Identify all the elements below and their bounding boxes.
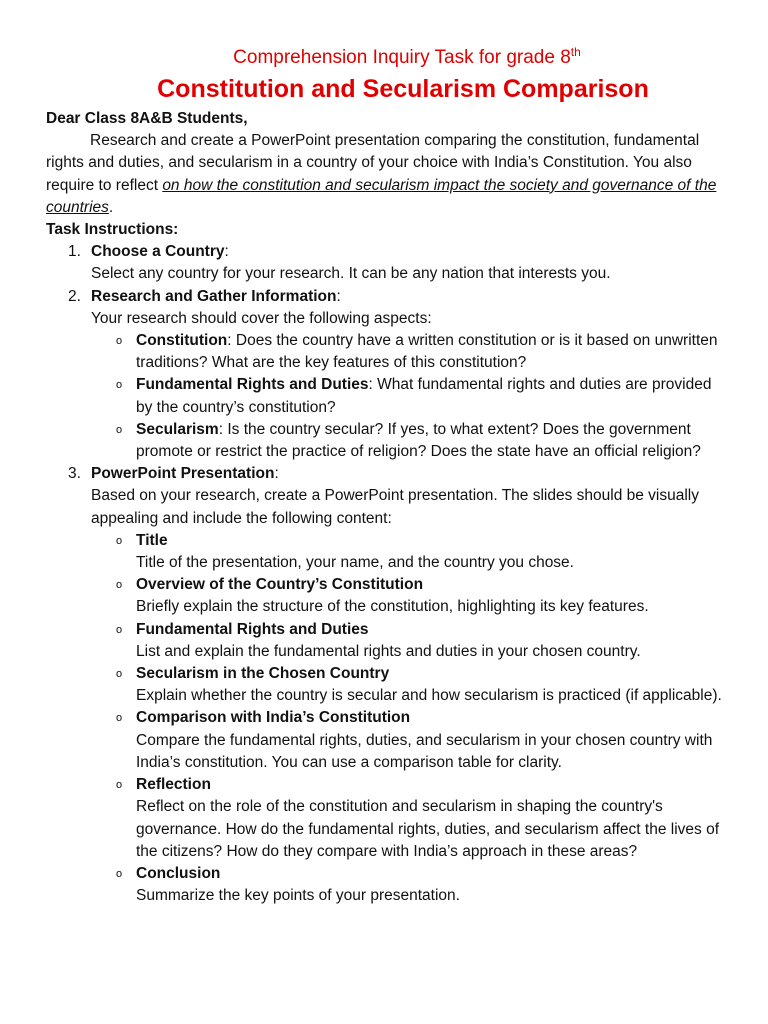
- bullet-icon: o: [116, 579, 123, 592]
- bullet-icon: o: [116, 623, 123, 636]
- item-number: 3.: [68, 465, 81, 483]
- bullet-icon: o: [116, 379, 123, 392]
- item-number: 1.: [68, 243, 81, 261]
- bullet-text: List and explain the fundamental rights and duties in your chosen country.: [136, 642, 641, 660]
- item-title: Research and Gather Information: [91, 287, 337, 305]
- sub-bullet: [46, 419, 728, 463]
- bullet-heading: Conclusion: [136, 864, 221, 882]
- bullet-text: Reflect on the role of the constitution and secularism in shaping the country's governance. How do the fundamental rights, duties, and secularism affect the lives of the citizens? How do they compare with India’s approach in these areas?: [136, 798, 720, 860]
- sub-bullet: [46, 774, 728, 863]
- instruction-item-2: [46, 286, 728, 330]
- bullet-bold: Secularism: [136, 420, 219, 438]
- bullet-bold: Fundamental Rights and Duties: [136, 376, 369, 394]
- item-text: Your research should cover the following aspects:: [91, 309, 432, 327]
- bullet-heading: Overview of the Country’s Constitution: [136, 576, 424, 594]
- sub-bullet: [46, 619, 728, 663]
- title-text: Comprehension Inquiry Task for grade 8: [233, 47, 571, 68]
- bullet-icon: o: [116, 423, 123, 436]
- bullet-icon: o: [116, 534, 123, 547]
- bullet-text: Summarize the key points of your presentation.: [136, 887, 460, 905]
- instruction-item-1: [46, 241, 728, 285]
- bullet-heading: Title: [136, 531, 168, 549]
- sub-bullet: [46, 707, 728, 774]
- item-text: Based on your research, create a PowerPoint presentation. The slides should be visually appealing and include the following content:: [91, 487, 700, 527]
- doc-title-line2: Constitution and Secularism Comparison: [157, 75, 649, 103]
- bullet-icon: o: [116, 867, 123, 880]
- bullet-text: Explain whether the country is secular and how secularism is practiced (if applicable).: [136, 687, 722, 705]
- intro-end: .: [108, 198, 114, 216]
- bullet-icon: o: [116, 335, 123, 348]
- item-colon: :: [336, 287, 341, 305]
- sub-bullet: [46, 330, 728, 374]
- item-title: Choose a Country: [91, 243, 225, 261]
- instructions-heading: Task Instructions:: [46, 221, 179, 239]
- bullet-text: Compare the fundamental rights, duties, and secularism in your chosen country with India’s constitution. You can use a comparison table for clarity.: [136, 731, 713, 771]
- intro-text: Research and create a PowerPoint presentation comparing the constitution, fundamental rights and duties, and secularism in a country of your choice with India’s Constitution. You also require to reflect: [46, 132, 700, 194]
- sub-bullet: [46, 574, 728, 618]
- bullet-text: : Does the country have a written constitution or is it based on unwritten traditions? What are the key features of this constitution?: [136, 332, 718, 372]
- sub-bullet: [46, 530, 728, 574]
- item-colon: :: [274, 465, 279, 483]
- bullet-heading: Secularism in the Chosen Country: [136, 665, 390, 683]
- bullet-text: Title of the presentation, your name, and the country you chose.: [136, 554, 574, 572]
- greeting: Dear Class 8A&B Students,: [46, 110, 248, 127]
- bullet-icon: o: [116, 668, 123, 681]
- item-title: PowerPoint Presentation: [91, 465, 275, 483]
- bullet-heading: Comparison with India’s Constitution: [136, 709, 411, 727]
- bullet-icon: o: [116, 779, 123, 792]
- item-number: 2.: [68, 287, 81, 305]
- doc-title-line1: [86, 46, 728, 70]
- intro-paragraph: [46, 130, 728, 219]
- item-colon: :: [224, 243, 229, 261]
- bullet-heading: Fundamental Rights and Duties: [136, 620, 369, 638]
- bullet-text: : Is the country secular? If yes, to what extent? Does the government promote or restrict the practice of religion? Does the state have an official religion?: [136, 420, 701, 461]
- intro-underlined-text: on how the constitution and secularism impact the society and governance of the countries: [46, 176, 717, 216]
- instruction-item-3: [46, 463, 728, 530]
- bullet-text: Briefly explain the structure of the constitution, highlighting its key features.: [136, 598, 649, 616]
- bullet-heading: Reflection: [136, 776, 211, 794]
- doc-body: [46, 108, 728, 907]
- item-text: Select any country for your research. It can be any nation that interests you.: [91, 265, 611, 283]
- bullet-text: : What fundamental rights and duties are provided by the country’s constitution?: [136, 376, 712, 416]
- bullet-icon: o: [116, 712, 123, 725]
- sub-bullet: [46, 663, 728, 707]
- bullet-bold: Constitution: [136, 332, 228, 350]
- sub-bullet: [46, 374, 728, 418]
- sub-bullet: [46, 863, 728, 907]
- title-superscript: th: [570, 45, 581, 59]
